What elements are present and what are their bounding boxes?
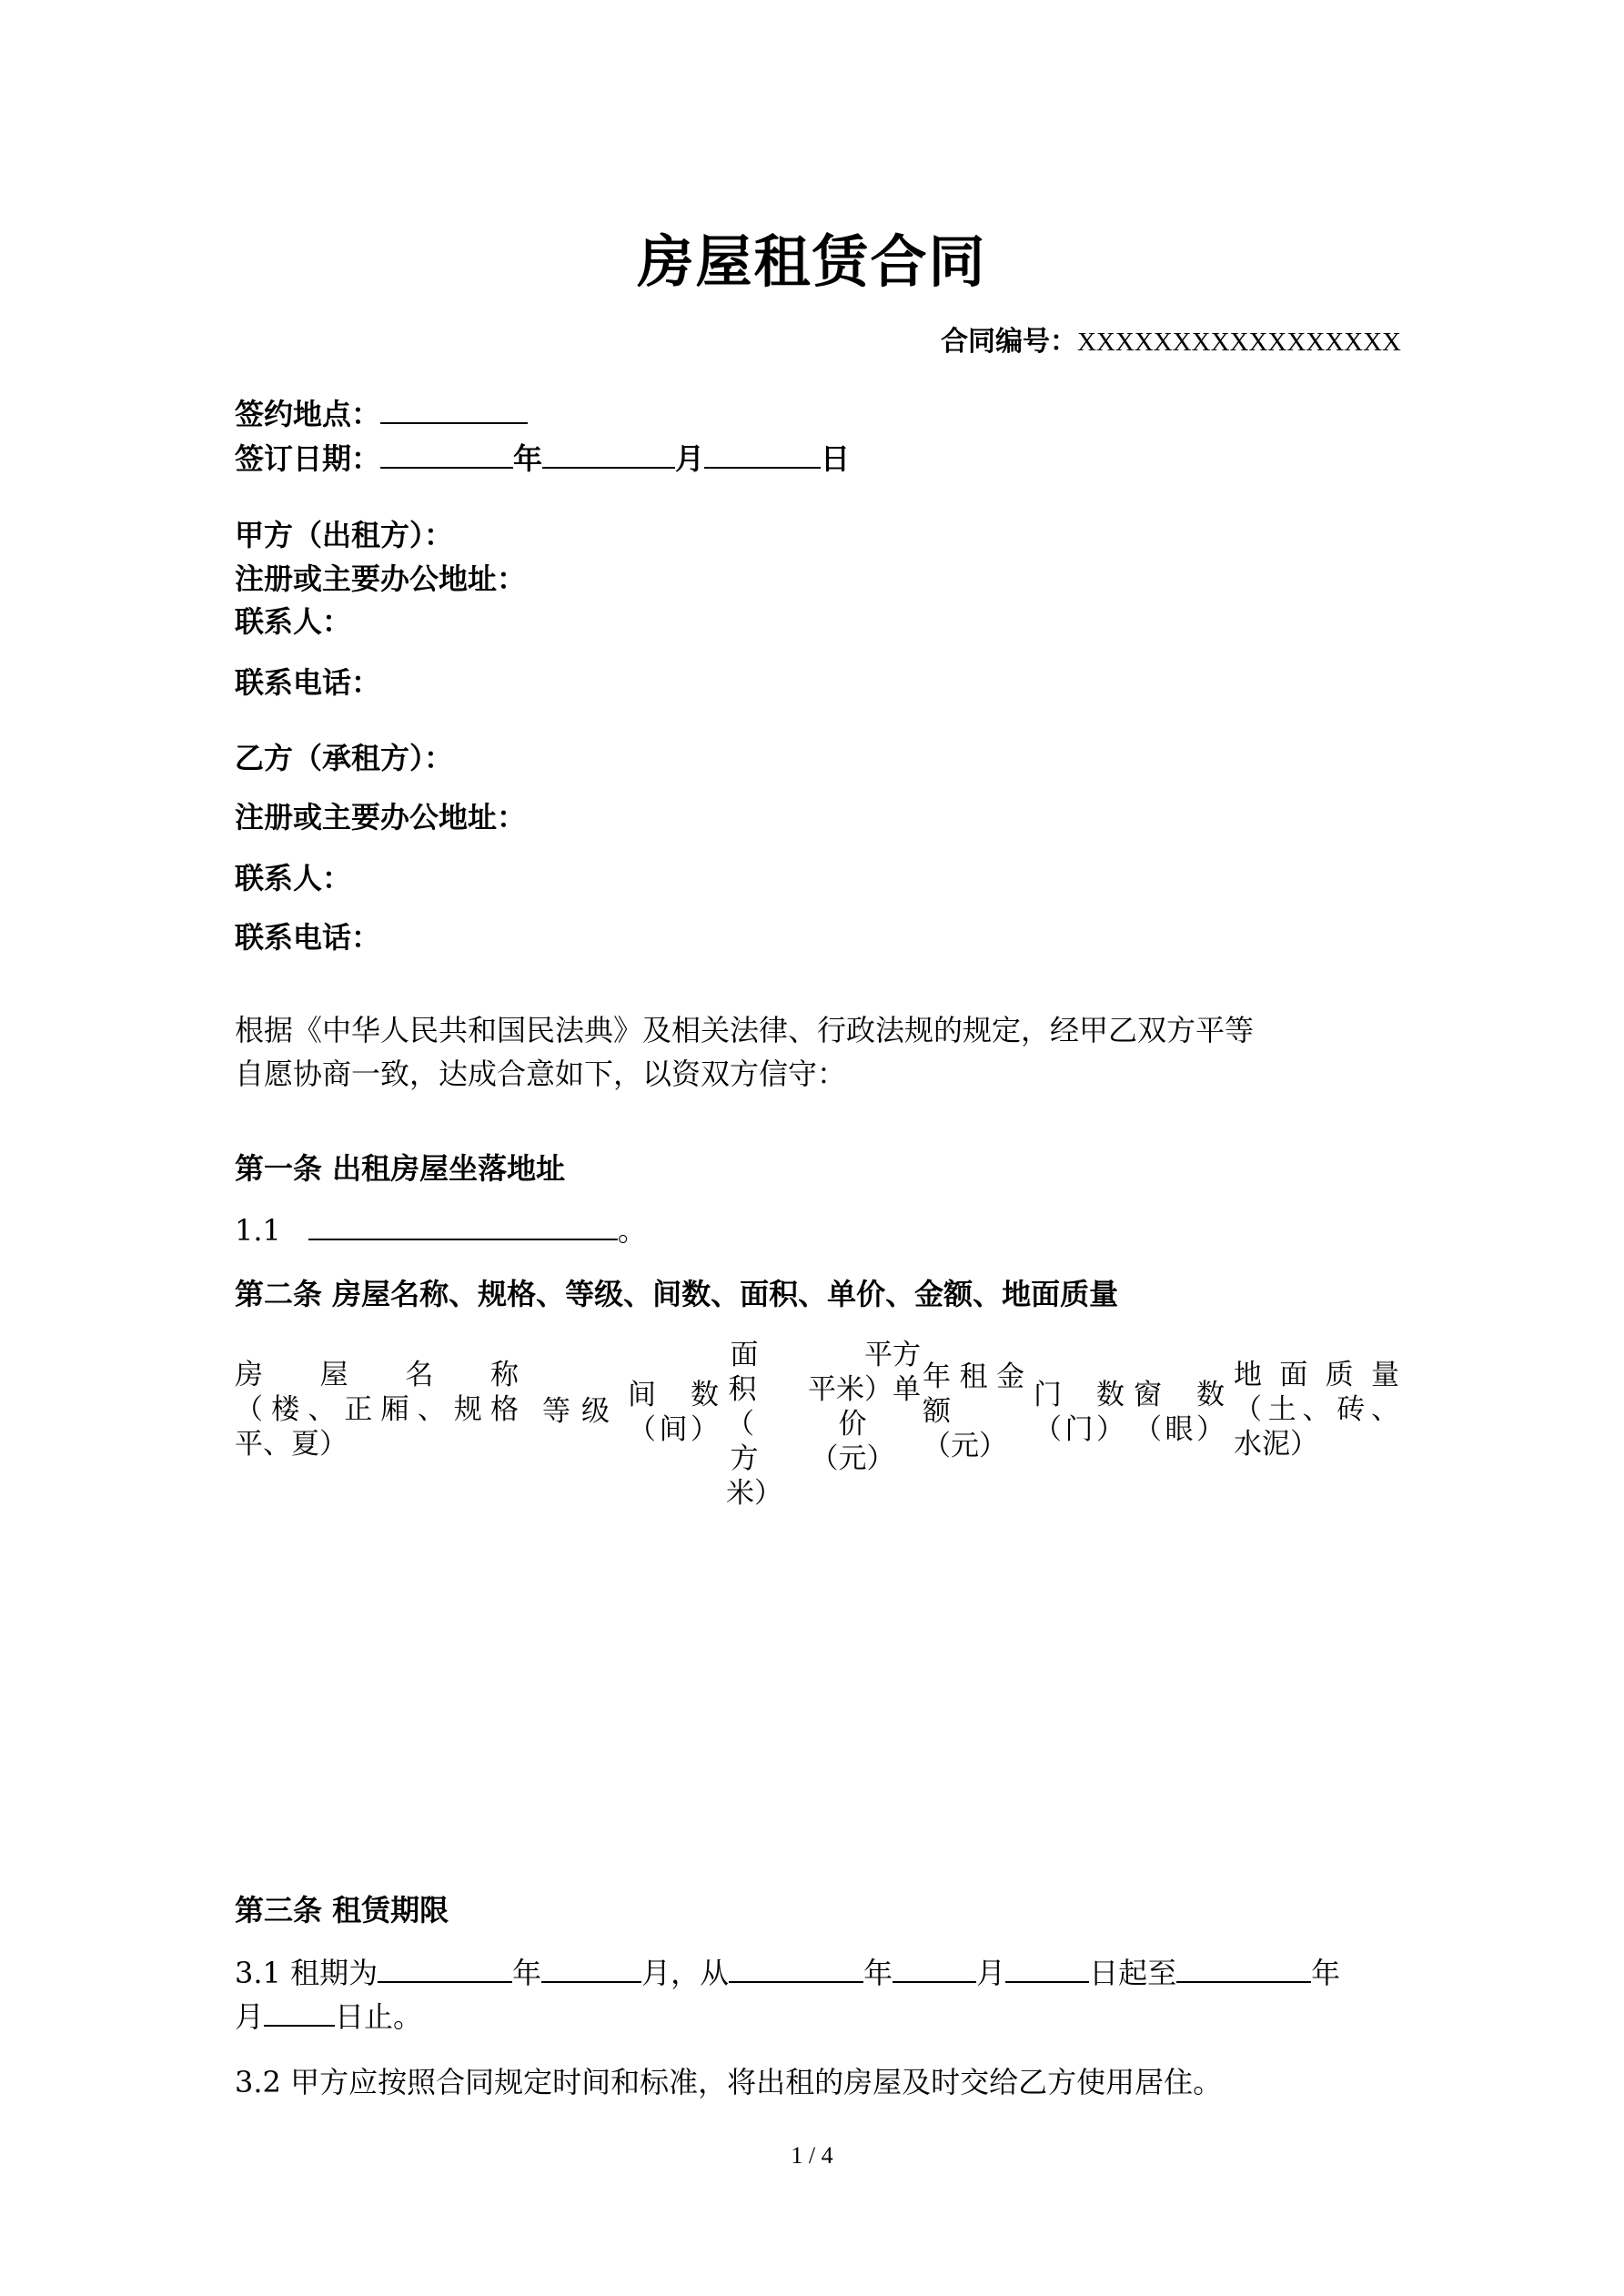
sign-date-label: 签订日期：	[235, 441, 381, 476]
header-unit-price-line: 平方	[864, 1339, 921, 1371]
header-annual-rent-line: （元）	[923, 1430, 1007, 1462]
header-area	[726, 1338, 782, 1511]
sign-day-blank	[704, 440, 821, 469]
header-door-count-line: （门）	[1034, 1413, 1125, 1446]
preamble-line-1: 根据《中华人民共和国民法典》及相关法律、行政法规的规定，经甲乙双方平等	[235, 1013, 1255, 1047]
sign-year-blank	[380, 440, 513, 469]
start-year-blank	[729, 1954, 863, 1983]
header-floor-quality-line: （土、砖、	[1234, 1393, 1399, 1426]
contract-number-value: XXXXXXXXXXXXXXXXX	[1076, 328, 1401, 357]
page-number: 1 / 4	[791, 2142, 833, 2169]
header-house-name	[235, 1358, 519, 1462]
header-window-count-line: 窗 数	[1134, 1379, 1225, 1411]
article-1-item-number: 1.1	[235, 1213, 281, 1248]
contract-number	[941, 319, 1401, 359]
article-1-item	[235, 1208, 647, 1249]
header-door-count-line: 门 数	[1034, 1379, 1125, 1411]
sign-month-blank	[542, 440, 675, 469]
article-3-item-1-prefix: 3.1 租期为	[235, 1956, 378, 1990]
article-3-item-1-cont	[235, 1994, 422, 2036]
unit-month-2: 月	[976, 1956, 1006, 1990]
end-day-blank	[264, 1998, 335, 2027]
header-house-name-line: 房 屋 名 称	[235, 1359, 519, 1391]
header-annual-rent	[923, 1360, 1024, 1463]
sign-place-blank	[380, 395, 528, 424]
unit-year-2: 年	[863, 1956, 893, 1990]
header-unit-price	[784, 1338, 921, 1476]
article-2-title: 第二条 房屋名称、规格、等级、间数、面积、单价、金额、地面质量	[235, 1277, 1119, 1311]
header-room-count-line: 间 数	[628, 1379, 719, 1411]
party-b-phone: 联系电话：	[235, 920, 381, 955]
lease-years-blank	[378, 1954, 512, 1983]
header-door-count	[1034, 1378, 1125, 1447]
document-title: 房屋租赁合同	[637, 228, 987, 295]
header-annual-rent-line: 额	[923, 1395, 951, 1428]
article-3-title: 第三条 租赁期限	[235, 1893, 449, 1927]
header-grade	[542, 1394, 610, 1429]
party-a-address: 注册或主要办公地址：	[235, 561, 527, 596]
unit-month-3: 月	[235, 1999, 265, 2034]
header-floor-quality-line: 水泥）	[1234, 1428, 1318, 1461]
sign-date	[235, 436, 850, 478]
sign-place-label: 签约地点：	[235, 397, 381, 431]
header-area-line: 米）	[726, 1477, 782, 1510]
party-a-phone: 联系电话：	[235, 665, 381, 700]
header-window-count	[1134, 1378, 1225, 1447]
header-grade-line: 等级	[542, 1395, 610, 1428]
start-month-blank	[893, 1954, 976, 1983]
lease-months-blank	[541, 1954, 641, 1983]
party-a-contact: 联系人：	[235, 604, 352, 639]
party-b-title: 乙方（承租方）：	[235, 741, 454, 775]
party-a-title: 甲方（出租方）：	[235, 518, 454, 552]
article-3-item-2: 3.2 甲方应按照合同规定时间和标准，将出租的房屋及时交给乙方使用居住。	[235, 2065, 1223, 2099]
address-blank	[308, 1211, 618, 1240]
header-unit-price-line: （元）	[810, 1442, 895, 1475]
article-1-title: 第一条 出租房屋坐落地址	[235, 1151, 566, 1186]
article-3-item-1	[235, 1950, 1340, 1992]
start-day-blank	[1005, 1954, 1089, 1983]
header-area-line: 面	[730, 1339, 759, 1371]
party-b-address: 注册或主要办公地址：	[235, 800, 527, 834]
header-unit-price-line: 价	[838, 1408, 867, 1441]
unit-month-from: 月，从	[641, 1956, 730, 1990]
header-floor-quality-line: 地 面 质 量	[1234, 1359, 1399, 1391]
header-window-count-line: （眼）	[1134, 1413, 1225, 1446]
unit-year-3: 年	[1311, 1956, 1341, 1990]
unit-day-end: 日止。	[335, 1999, 423, 2034]
header-house-name-line: 平、夏）	[235, 1428, 348, 1461]
contract-number-label: 合同编号：	[940, 326, 1077, 358]
article-1-item-end: 。	[617, 1213, 647, 1248]
header-room-count-line: （间）	[628, 1413, 719, 1446]
header-unit-price-line: 平米）单	[808, 1373, 921, 1406]
end-year-blank	[1176, 1954, 1311, 1983]
sign-place	[235, 391, 528, 433]
sign-month-unit: 月	[675, 441, 705, 476]
header-room-count	[628, 1378, 719, 1447]
header-floor-quality	[1234, 1358, 1399, 1462]
party-b-contact: 联系人：	[235, 861, 352, 895]
preamble-line-2: 自愿协商一致，达成合意如下，以资双方信守：	[235, 1057, 847, 1091]
header-area-line: 积（	[726, 1373, 757, 1441]
header-area-line: 方	[730, 1442, 759, 1475]
sign-day-unit: 日	[821, 441, 851, 476]
header-annual-rent-line: 年租金	[923, 1360, 1024, 1393]
header-house-name-line: （楼、正厢、规格	[235, 1393, 519, 1426]
unit-year: 年	[512, 1956, 542, 1990]
unit-day-from: 日起至	[1089, 1956, 1177, 1990]
sign-year-unit: 年	[513, 441, 543, 476]
